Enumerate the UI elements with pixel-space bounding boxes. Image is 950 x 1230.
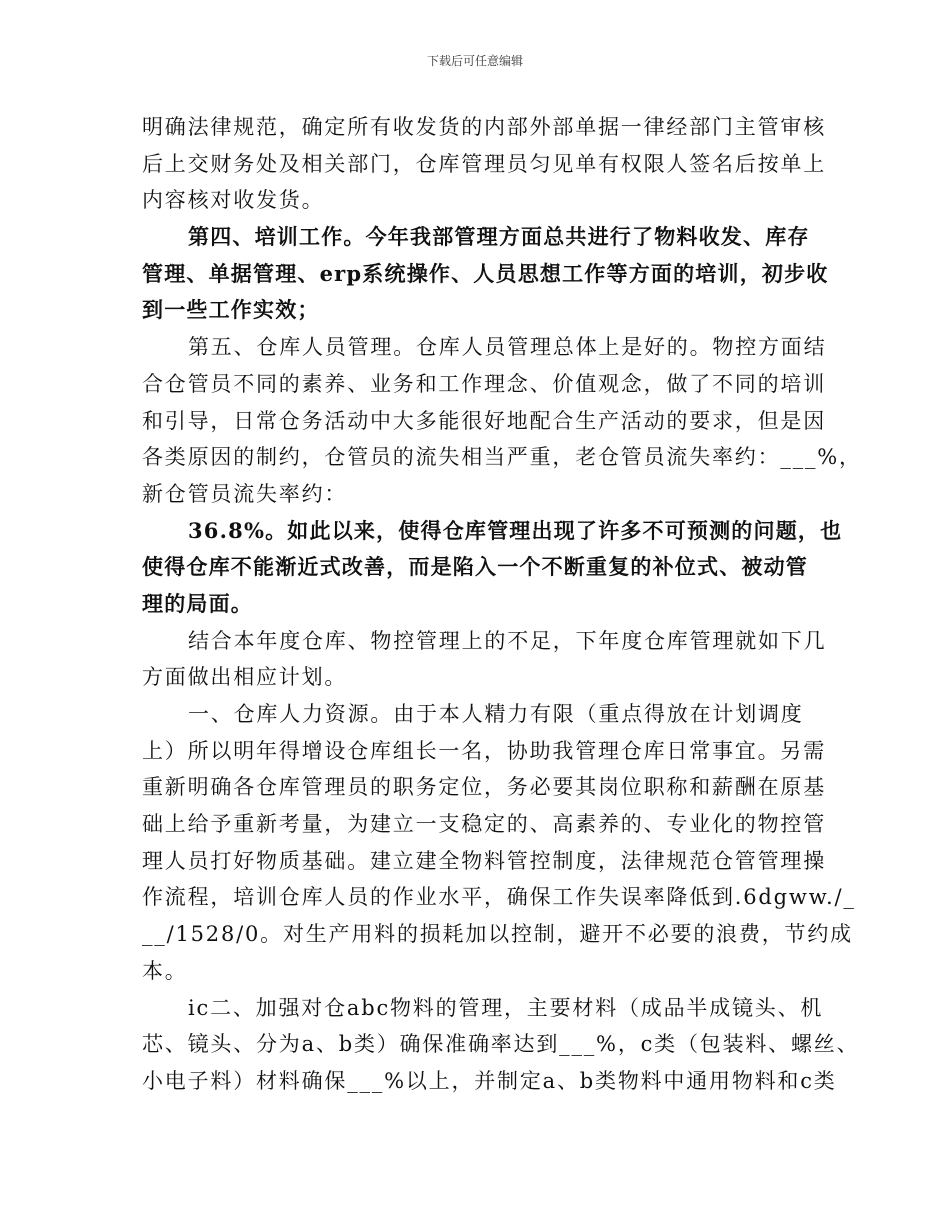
text-line: 结合本年度仓库、物控管理上的不足，下年度仓库管理就如下几: [188, 628, 827, 653]
text-line: 到一些工作实效；: [142, 297, 320, 323]
text-line: 和引导，日常仓务活动中大多能很好地配合生产活动的要求，但是因: [142, 408, 826, 433]
text-line: 理的局面。: [142, 590, 253, 616]
text-line: 作流程，培训仓库人员的作业水平，确保工作失误率降低到.6dgww./_: [142, 885, 856, 910]
text-line: 本。: [142, 958, 188, 983]
text-line: 合仓管员不同的素养、业务和工作理念、价值观念，做了不同的培训: [142, 371, 826, 396]
text-line: 第五、仓库人员管理。仓库人员管理总体上是好的。物控方面结: [188, 335, 827, 360]
text-line: 重新明确各仓库管理员的职务定位，务必要其岗位职称和薪酬在原基: [142, 775, 826, 800]
text-line: 上）所以明年得增设仓库组长一名，协助我管理仓库日常事宜。另需: [142, 738, 826, 763]
text-line: 使得仓库不能渐近式改善，而是陷入一个不断重复的补位式、被动管: [142, 554, 808, 580]
text-line: 后上交财务处及相关部门，仓库管理员匀见单有权限人签名后按单上: [142, 151, 826, 176]
text-line: 方面做出相应计划。: [142, 665, 348, 690]
text-line: 36.8%。如此以来，使得仓库管理出现了许多不可预测的问题，也: [188, 517, 843, 543]
text-line: ic二、加强对仓abc物料的管理，主要材料（成品半成镜头、机: [188, 995, 824, 1020]
text-line: 理人员打好物质基础。建立建全物料管控制度，法律规范仓管管理操: [142, 848, 826, 873]
text-line: 一、仓库人力资源。由于本人精力有限（重点得放在计划调度: [188, 702, 804, 726]
page-header: 下载后可任意编辑: [426, 54, 523, 68]
text-line: 第四、培训工作。今年我部管理方面总共进行了物料收发、库存: [188, 224, 810, 250]
text-line: 新仓管员流失率约：: [142, 481, 348, 506]
text-line: 明确法律规范，确定所有收发货的内部外部单据一律经部门主管审核: [142, 115, 826, 139]
text-line: 础上给予重新考量，为建立一支稳定的、高素养的、专业化的物控管: [142, 812, 826, 837]
text-line: 管理、单据管理、erp系统操作、人员思想工作等方面的培训，初步收: [142, 260, 829, 286]
text-line: 小电子料）材料确保___%以上，并制定a、b类物料中通用物料和c类: [142, 1068, 837, 1093]
text-line: 内容核对收发货。: [142, 188, 325, 213]
text-line: 各类原因的制约，仓管员的流失相当严重，老仓管员流失率约：___%，: [142, 445, 862, 470]
document-body: [142, 109, 862, 1100]
text-line: __/1528/0。对生产用料的损耗加以控制，避开不必要的浪费，节约成: [142, 922, 853, 947]
text-line: 芯、镜头、分为a、b类）确保准确率达到___%，c类（包装料、螺丝、: [142, 1032, 860, 1057]
